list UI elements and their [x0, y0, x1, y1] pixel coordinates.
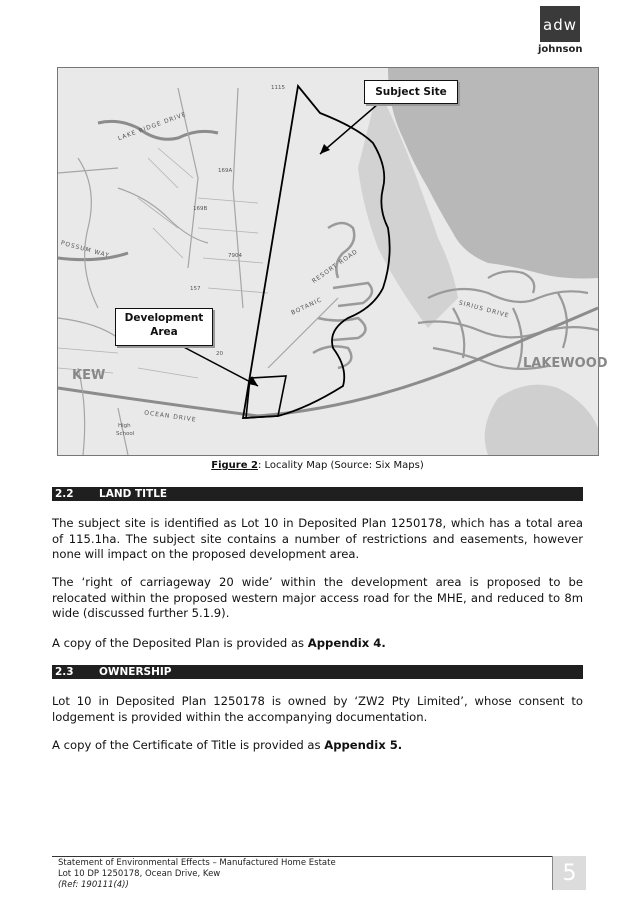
appendix-4-reference: Appendix 4. [307, 636, 386, 650]
page-footer [58, 858, 336, 891]
paragraph-ownership: Lot 10 in Deposited Plan 1250178 is owned by ‘ZW2 Pty Limited’, whose consent to lodgement is provided within the accompanying documentation. [52, 694, 583, 724]
locality-map [57, 67, 608, 456]
map-label-botanic: BOTANIC [290, 296, 324, 317]
page-number: 5 [552, 856, 586, 890]
appendix-5-reference: Appendix 5. [324, 738, 403, 752]
section-number: 2.3 [55, 666, 74, 678]
footer-reference: (Ref: 190111(4)) [58, 880, 129, 890]
map-label-high-school-2: School [116, 431, 135, 437]
map-label-high-school-1: High [118, 423, 131, 429]
development-area-callout [115, 308, 213, 346]
section-number: 2.2 [55, 488, 74, 500]
map-label-lot-6: 20 [216, 351, 223, 357]
map-label-lot-5: 157 [190, 286, 201, 292]
development-area-arrow [176, 343, 258, 386]
appendix-5-text: A copy of the Certificate of Title is provided as [52, 738, 325, 752]
hill-contours [485, 385, 598, 455]
section-heading-land-title [52, 487, 583, 501]
map-label-ocean-drive: OCEAN DRIVE [143, 409, 197, 424]
map-label-sirius-drive: SIRIUS DRIVE [457, 299, 511, 320]
paragraph-appendix-5 [52, 738, 583, 754]
section-title: OWNERSHIP [99, 666, 172, 678]
map-label-resort-road: RESORT ROAD [310, 248, 360, 285]
resort-estate-streets [310, 223, 372, 368]
map-label-possum-way: POSSUM WAY [59, 239, 111, 260]
logo-mark-text: adw [543, 16, 577, 34]
paragraph-appendix-4 [52, 636, 583, 652]
map-label-lot-2: 169A [218, 168, 233, 174]
figure-label: Figure 2 [211, 460, 258, 471]
footer-divider [52, 856, 583, 857]
minor-roads [58, 88, 338, 455]
subject-site-arrowhead [320, 144, 330, 154]
company-logo [540, 6, 584, 58]
appendix-4-text: A copy of the Deposited Plan is provided as [52, 636, 308, 650]
figure-caption-text: : Locality Map (Source: Six Maps) [257, 460, 424, 471]
subject-site-callout: Subject Site [364, 80, 458, 104]
development-area-label-2: Area [150, 326, 178, 338]
section-heading-ownership [52, 665, 583, 679]
footer-document-title: Statement of Environmental Effects – Manufactured Home Estate [58, 858, 336, 868]
map-graphic [58, 68, 598, 455]
development-area-label-1: Development [124, 312, 204, 324]
paragraph-land-title-2: The ‘right of carriageway 20 wide’ within the development area is proposed to be relocated within the proposed western major access road for the MHE, and reduced to 8m wide (discussed further 5.1.9). [52, 575, 583, 620]
paragraph-land-title-1: The subject site is identified as Lot 10 in Deposited Plan 1250178, which has a total area of 115.1ha. The subject site contains a number of restrictions and easements, however none will impact on the proposed development area. [52, 516, 583, 561]
map-label-lake-ridge-drive: LAKE RIDGE DRIVE [116, 110, 188, 143]
section-title: LAND TITLE [99, 488, 168, 500]
logo-mark [540, 6, 580, 42]
map-label-lot-3: 169B [193, 206, 208, 212]
figure-caption [0, 460, 635, 471]
map-label-lot-4: 7904 [228, 253, 242, 259]
logo-name: johnson [538, 44, 583, 55]
map-label-lakewood: LAKEWOOD [523, 356, 608, 371]
map-label-lot-1: 1115 [271, 85, 285, 91]
map-label-kew: KEW [72, 368, 106, 383]
footer-property: Lot 10 DP 1250178, Ocean Drive, Kew [58, 869, 221, 879]
